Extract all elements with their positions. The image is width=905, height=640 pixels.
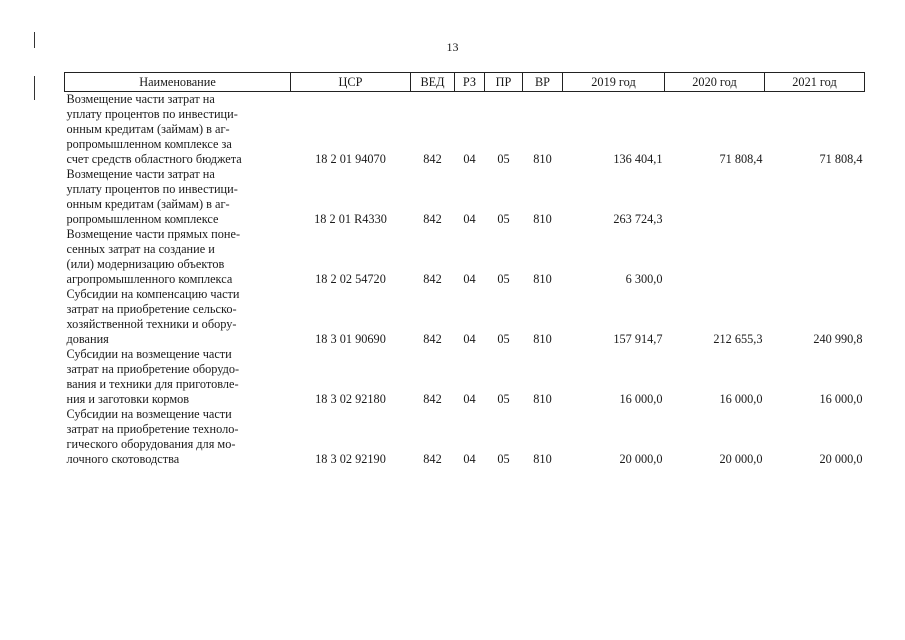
row-2019-amount: 136 404,1 (613, 152, 663, 166)
row-2020-amount (665, 227, 765, 287)
table-row (65, 407, 865, 467)
row-ved: 842 (423, 392, 442, 406)
row-pr: 05 (497, 272, 510, 286)
row-name-line: Субсидии на возмещение части (66, 407, 232, 421)
row-name-line: дования (66, 332, 109, 346)
row-rz: 04 (463, 272, 476, 286)
row-ved: 842 (423, 152, 442, 166)
row-name (65, 347, 291, 407)
table-row (65, 347, 865, 407)
row-vr: 810 (533, 152, 552, 166)
row-name-line: уплату процентов по инвестици- (66, 107, 238, 121)
row-name-line: вания и техники для приготовле- (66, 377, 239, 391)
row-name-line: лочного скотоводства (66, 452, 180, 466)
row-2020-amount: 212 655,3 (713, 332, 763, 346)
row-csr: 18 3 02 92180 (315, 392, 386, 406)
header-2021: 2021 год (765, 73, 865, 92)
row-csr: 18 2 01 94070 (315, 152, 386, 166)
row-ved: 842 (423, 272, 442, 286)
row-2019-amount: 6 300,0 (625, 272, 663, 286)
row-rz: 04 (463, 152, 476, 166)
row-name-line: затрат на приобретение сельско- (66, 302, 237, 316)
row-vr: 810 (533, 392, 552, 406)
row-name-line: хозяйственной техники и обору- (66, 317, 237, 331)
row-ved: 842 (423, 452, 442, 466)
header-pr: ПР (485, 73, 523, 92)
row-name-line: затрат на приобретение оборудо- (66, 362, 240, 376)
row-vr: 810 (533, 332, 552, 346)
row-2021-amount: 20 000,0 (819, 452, 863, 466)
row-name-line: Субсидии на возмещение части (66, 347, 232, 361)
row-name (65, 407, 291, 467)
row-rz: 04 (463, 392, 476, 406)
row-2021-amount (765, 167, 865, 227)
row-rz: 04 (463, 332, 476, 346)
row-2021-amount: 16 000,0 (819, 392, 863, 406)
row-csr: 18 3 01 90690 (315, 332, 386, 346)
row-csr: 18 2 02 54720 (315, 272, 386, 286)
header-rz: РЗ (455, 73, 485, 92)
row-2021-amount: 71 808,4 (819, 152, 863, 166)
row-name (65, 227, 291, 287)
row-name-line: уплату процентов по инвестици- (66, 182, 238, 196)
row-pr: 05 (497, 152, 510, 166)
table-row (65, 92, 865, 168)
row-name-line: ропромышленном комплексе (66, 212, 219, 226)
margin-mark-bottom (34, 76, 35, 100)
row-name-line: Возмещение части прямых поне- (66, 227, 241, 241)
row-name-line: агропромышленного комплекса (66, 272, 233, 286)
row-csr: 18 3 02 92190 (315, 452, 386, 466)
row-name-line: Возмещение части затрат на (66, 92, 215, 106)
row-2020-amount: 16 000,0 (719, 392, 763, 406)
row-rz: 04 (463, 452, 476, 466)
header-ved: ВЕД (411, 73, 455, 92)
row-rz: 04 (463, 212, 476, 226)
row-name-line: онным кредитам (займам) в аг- (66, 197, 230, 211)
row-2019-amount: 20 000,0 (619, 452, 663, 466)
row-vr: 810 (533, 212, 552, 226)
row-name-line: счет средств областного бюджета (66, 152, 242, 166)
header-name: Наименование (65, 73, 291, 92)
row-ved: 842 (423, 212, 442, 226)
row-2020-amount (665, 167, 765, 227)
table-row (65, 227, 865, 287)
row-name-line: ния и заготовки кормов (66, 392, 190, 406)
row-pr: 05 (497, 332, 510, 346)
page-number: 13 (446, 40, 459, 54)
row-name-line: гического оборудования для мо- (66, 437, 236, 451)
row-2019-amount: 263 724,3 (613, 212, 663, 226)
table-header-row (65, 73, 865, 92)
row-csr: 18 2 01 R4330 (314, 212, 387, 226)
row-pr: 05 (497, 452, 510, 466)
row-name-line: Возмещение части затрат на (66, 167, 215, 181)
table-row (65, 287, 865, 347)
row-vr: 810 (533, 452, 552, 466)
row-2020-amount: 20 000,0 (719, 452, 763, 466)
row-vr: 810 (533, 272, 552, 286)
row-name-line: Субсидии на компенсацию части (66, 287, 240, 301)
row-name (65, 92, 291, 168)
row-name (65, 287, 291, 347)
row-name (65, 167, 291, 227)
row-name-line: ропромышленном комплексе за (66, 137, 232, 151)
row-name-line: затрат на приобретение техноло- (66, 422, 239, 436)
row-name-line: сенных затрат на создание и (66, 242, 215, 256)
budget-table (64, 72, 865, 467)
row-pr: 05 (497, 212, 510, 226)
row-name-line: (или) модернизацию объектов (66, 257, 225, 271)
row-pr: 05 (497, 392, 510, 406)
table-body (65, 92, 865, 468)
row-2021-amount: 240 990,8 (813, 332, 863, 346)
row-name-line: онным кредитам (займам) в аг- (66, 122, 230, 136)
table-row (65, 167, 865, 227)
row-ved: 842 (423, 332, 442, 346)
header-2019: 2019 год (563, 73, 665, 92)
row-2019-amount: 16 000,0 (619, 392, 663, 406)
row-2020-amount: 71 808,4 (719, 152, 763, 166)
header-2020: 2020 год (665, 73, 765, 92)
header-csr: ЦСР (291, 73, 411, 92)
row-2021-amount (765, 227, 865, 287)
header-vr: ВР (523, 73, 563, 92)
row-2019-amount: 157 914,7 (613, 332, 663, 346)
